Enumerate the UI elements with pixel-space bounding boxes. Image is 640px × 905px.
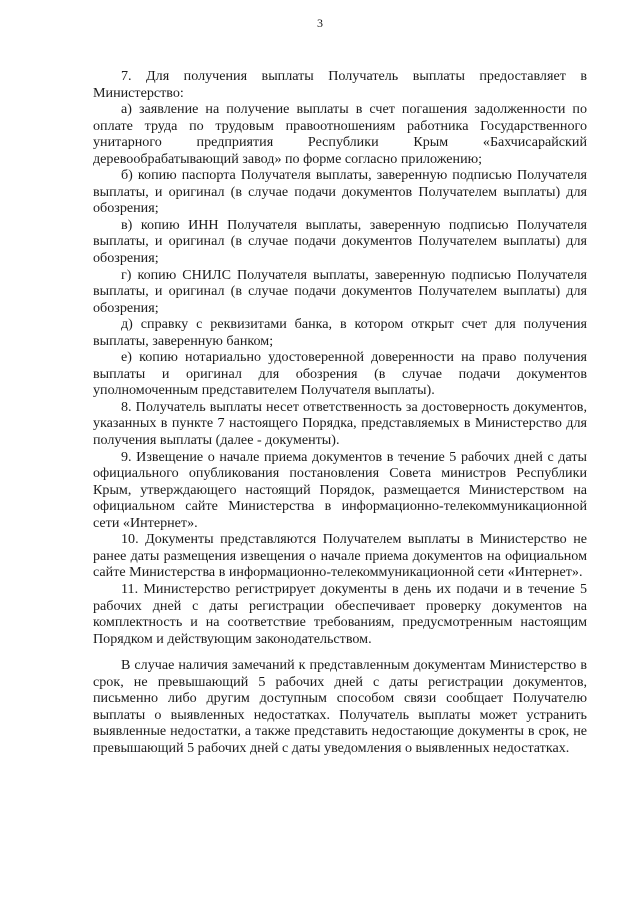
paragraph-8: 8. Получатель выплаты несет ответственность за достоверность документов, указанных в пункте 7 настоящего Порядка, представляемых в Министерство для получения выплаты (далее - документы). [93, 398, 587, 449]
paragraph-7a: а) заявление на получение выплаты в счет погашения задолженности по оплате труда по трудовым правоотношениям работника Государственного унитарного предприятия Республики Крым «Бахчисарайский деревообрабатывающий завод» по форме согласно приложению; [93, 101, 587, 167]
page-number: 3 [317, 16, 323, 30]
paragraph-10: 10. Документы представляются Получателем выплаты в Министерство не ранее даты размещения извещения о начале приема документов на официальном сайте Министерства в информационно-телекоммуникационной сети «Интернет». [93, 531, 587, 581]
document-body [93, 68, 587, 756]
paragraph-7g: г) копию СНИЛС Получателя выплаты, заверенную подписью Получателя выплаты, и оригинал (в случае подачи документов Получателем выплаты) для обозрения; [93, 266, 587, 316]
paragraph-11-remarks: В случае наличия замечаний к представленным документам Министерство в срок, не превышающий 5 рабочих дней с даты регистрации документов, письменно либо другим доступным способом связи сообщает Получателю выплаты о выявленных недостатках. Получатель выплаты может устранить выявленные недостатки, а также представить недостающие документы в срок, не превышающий 5 рабочих дней с даты уведомления о выявленных недостатках. [93, 657, 587, 756]
paragraph-7v: в) копию ИНН Получателя выплаты, заверенную подписью Получателя выплаты, и оригинал (в случае подачи документов Получателем выплаты) для обозрения; [93, 216, 587, 267]
paragraph-9: 9. Извещение о начале приема документов в течение 5 рабочих дней с даты официального опубликования постановления Совета министров Республики Крым, утверждающего настоящий Порядок, размещается Министерством на официальном сайте Министерства в информационно-телекоммуникационной сети «Интернет». [93, 448, 587, 531]
paragraph-7d: д) справку с реквизитами банка, в котором открыт счет для получения выплаты, заверенную банком; [93, 316, 587, 349]
paragraph-7e: е) копию нотариально удостоверенной доверенности на право получения выплаты и оригинал для обозрения (в случае подачи документов уполномоченным представителем Получателя выплаты). [93, 349, 587, 399]
paragraph-11: 11. Министерство регистрирует документы в день их подачи и в течение 5 рабочих дней с даты регистрации обеспечивает проверку документов на комплектность и на соответствие требованиям, предусмотренным настоящим Порядком и действующим законодательством. [93, 580, 587, 647]
paragraph-7: 7. Для получения выплаты Получатель выплаты предоставляет в Министерство: [93, 68, 587, 101]
paragraph-7b: б) копию паспорта Получателя выплаты, заверенную подписью Получателя выплаты, и оригинал (в случае подачи документов Получателем выплаты) для обозрения; [93, 167, 587, 217]
